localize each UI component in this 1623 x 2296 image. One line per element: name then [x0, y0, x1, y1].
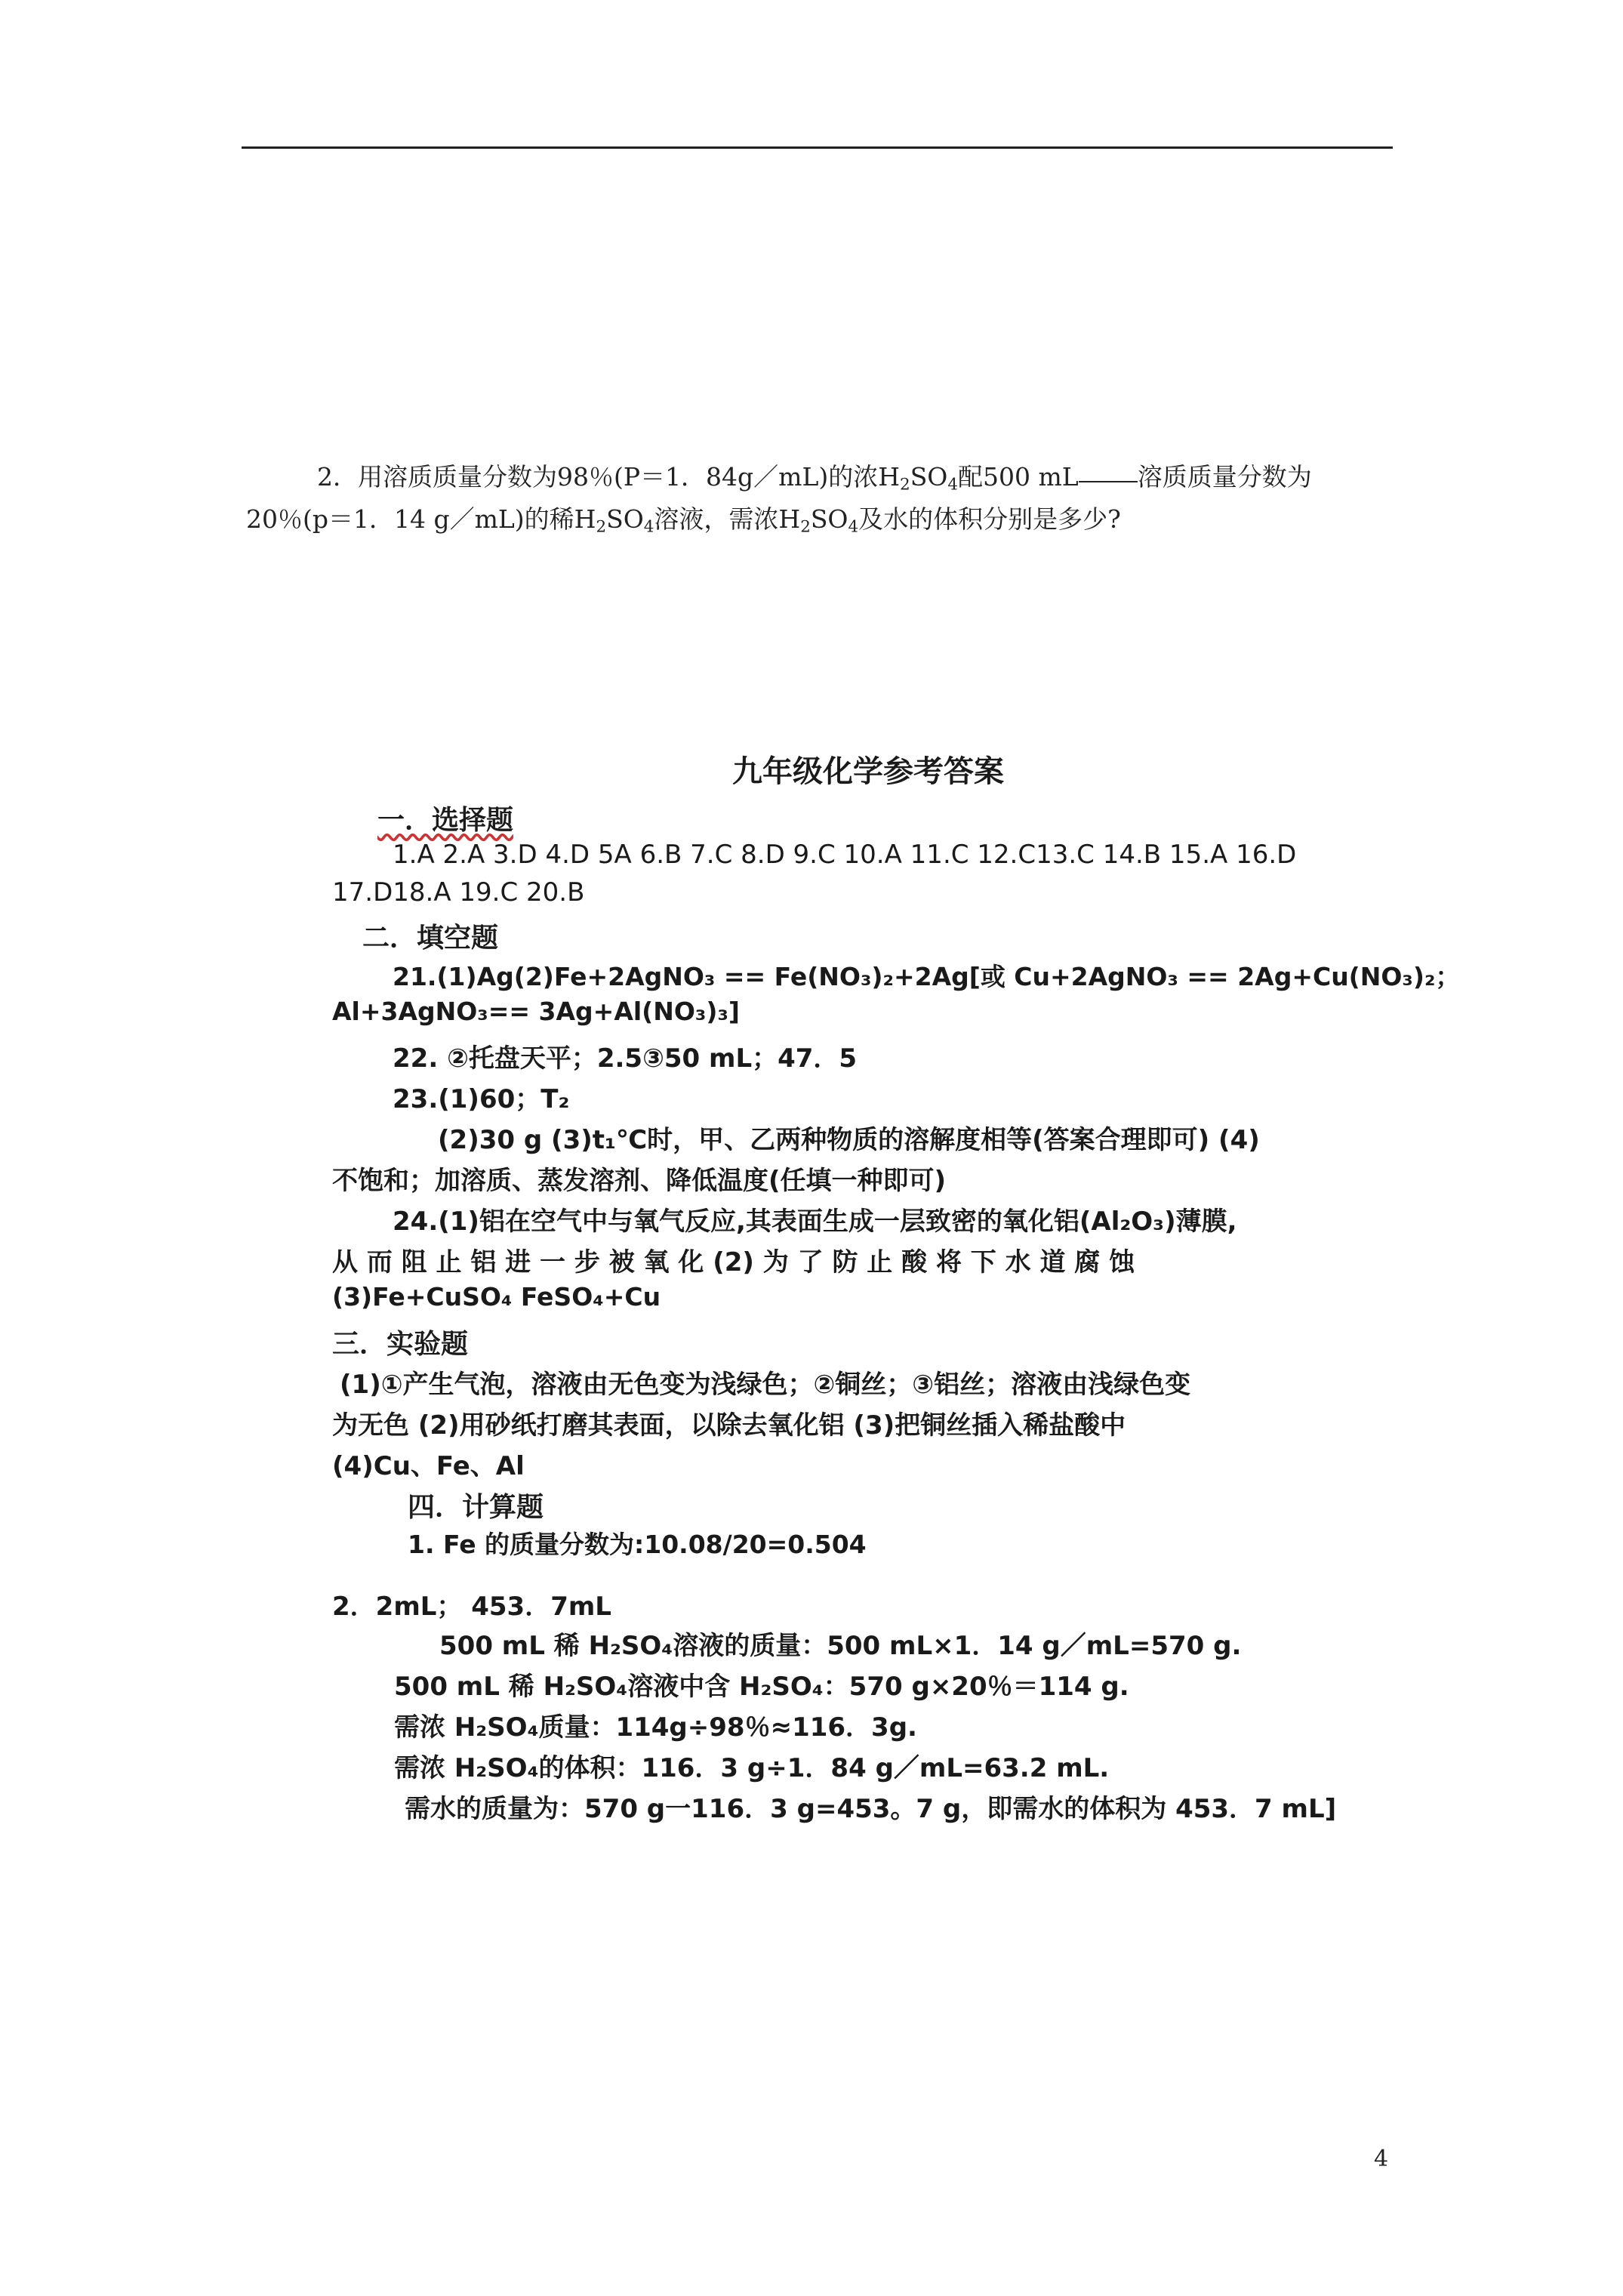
question-2-line-1: 2．用溶质质量分数为98％(P＝1．84g／mL)的浓$H_2SO_4$配500 mL 溶质质量分数为 [317, 462, 1312, 495]
question-2 [246, 456, 1394, 541]
choice-answers-line-1: 1.A 2.A 3.D 4.D 5A 6.B 7.C 8.D 9.C 10.A 11.C 12.C13.C 14.B 15.A 16.D [393, 840, 1297, 870]
answer-title: 九年级化学参考答案 [732, 754, 1004, 789]
choice-answers-line-2: 17.D18.A 19.C 20.B [332, 877, 585, 908]
fill-blank [1079, 480, 1138, 482]
section-1-heading: 一．选择题 [377, 805, 514, 836]
calc-answer-2-step-2: 500 mL 稀 H₂SO₄溶液中含 H₂SO₄：570 g×20％＝114 g. [394, 1672, 1129, 1702]
section-3-heading: 三．实验题 [332, 1329, 469, 1360]
answer-24-line-3: (3)Fe+CuSO₄ FeSO₄+Cu [332, 1282, 661, 1311]
page-number: 4 [1374, 2146, 1389, 2172]
answer-24-line-1: 24.(1)铝在空气中与氧气反应,其表面生成一层致密的氧化铝(Al₂O₃)薄膜, [393, 1207, 1237, 1237]
answer-23-line-1: 23.(1)60；T₂ [393, 1084, 570, 1114]
experiment-answer-line-3: (4)Cu、Fe、Al [332, 1451, 525, 1481]
answer-23-line-3: 不饱和；加溶质、蒸发溶剂、降低温度(任填一种即可) [332, 1166, 947, 1196]
calc-answer-2-step-4: 需浓 H₂SO₄的体积：116．3 g÷1．84 g／mL=63.2 mL. [394, 1753, 1110, 1783]
header-rule [242, 146, 1393, 149]
calc-answer-2-head: 2．2mL； 453．7mL [332, 1592, 611, 1622]
answer-21-line-1: 21.(1)Ag(2)Fe+2AgNO₃ == Fe(NO₃)₂+2Ag[或 Cu+2AgNO₃ == 2Ag+Cu(NO₃)₂； [393, 962, 1461, 991]
answer-24-line-2: 从 而 阻 止 铝 进 一 步 被 氧 化 (2) 为 了 防 止 酸 将 下 水 道 腐 蚀 [332, 1247, 1135, 1277]
question-2-line-2: 20％(p＝1．14 g／mL)的稀$H_2SO_4$溶液，需浓$H_2SO_4$及水的体积分别是多少? [246, 504, 1121, 537]
experiment-answer-line-1: (1)①产生气泡，溶液由无色变为浅绿色；②铜丝；③铝丝；溶液由浅绿色变 [340, 1370, 1191, 1400]
calc-answer-2-step-3: 需浓 H₂SO₄质量：114g÷98％≈116．3g. [394, 1712, 917, 1743]
section-2-heading: 二．填空题 [362, 923, 499, 954]
section-4-heading: 四．计算题 [408, 1492, 544, 1523]
answer-22: 22. ②托盘天平；2.5③50 mL；47．5 [393, 1043, 858, 1074]
calc-answer-2-step-5: 需水的质量为：570 g一116．3 g=453。7 g，即需水的体积为 453．7 mL] [405, 1794, 1337, 1824]
answer-23-line-2: (2)30 g (3)t₁℃时，甲、乙两种物质的溶解度相等(答案合理即可) (4) [438, 1125, 1260, 1155]
calc-answer-1: 1. Fe 的质量分数为:10.08/20=0.504 [408, 1530, 867, 1559]
answer-21-line-2: Al+3AgNO₃== 3Ag+Al(NO₃)₃] [332, 997, 740, 1026]
experiment-answer-line-2: 为无色 (2)用砂纸打磨其表面，以除去氧化铝 (3)把铜丝插入稀盐酸中 [332, 1410, 1126, 1441]
calc-answer-2-step-1: 500 mL 稀 H₂SO₄溶液的质量：500 mL×1．14 g／mL=570 g. [439, 1631, 1242, 1661]
